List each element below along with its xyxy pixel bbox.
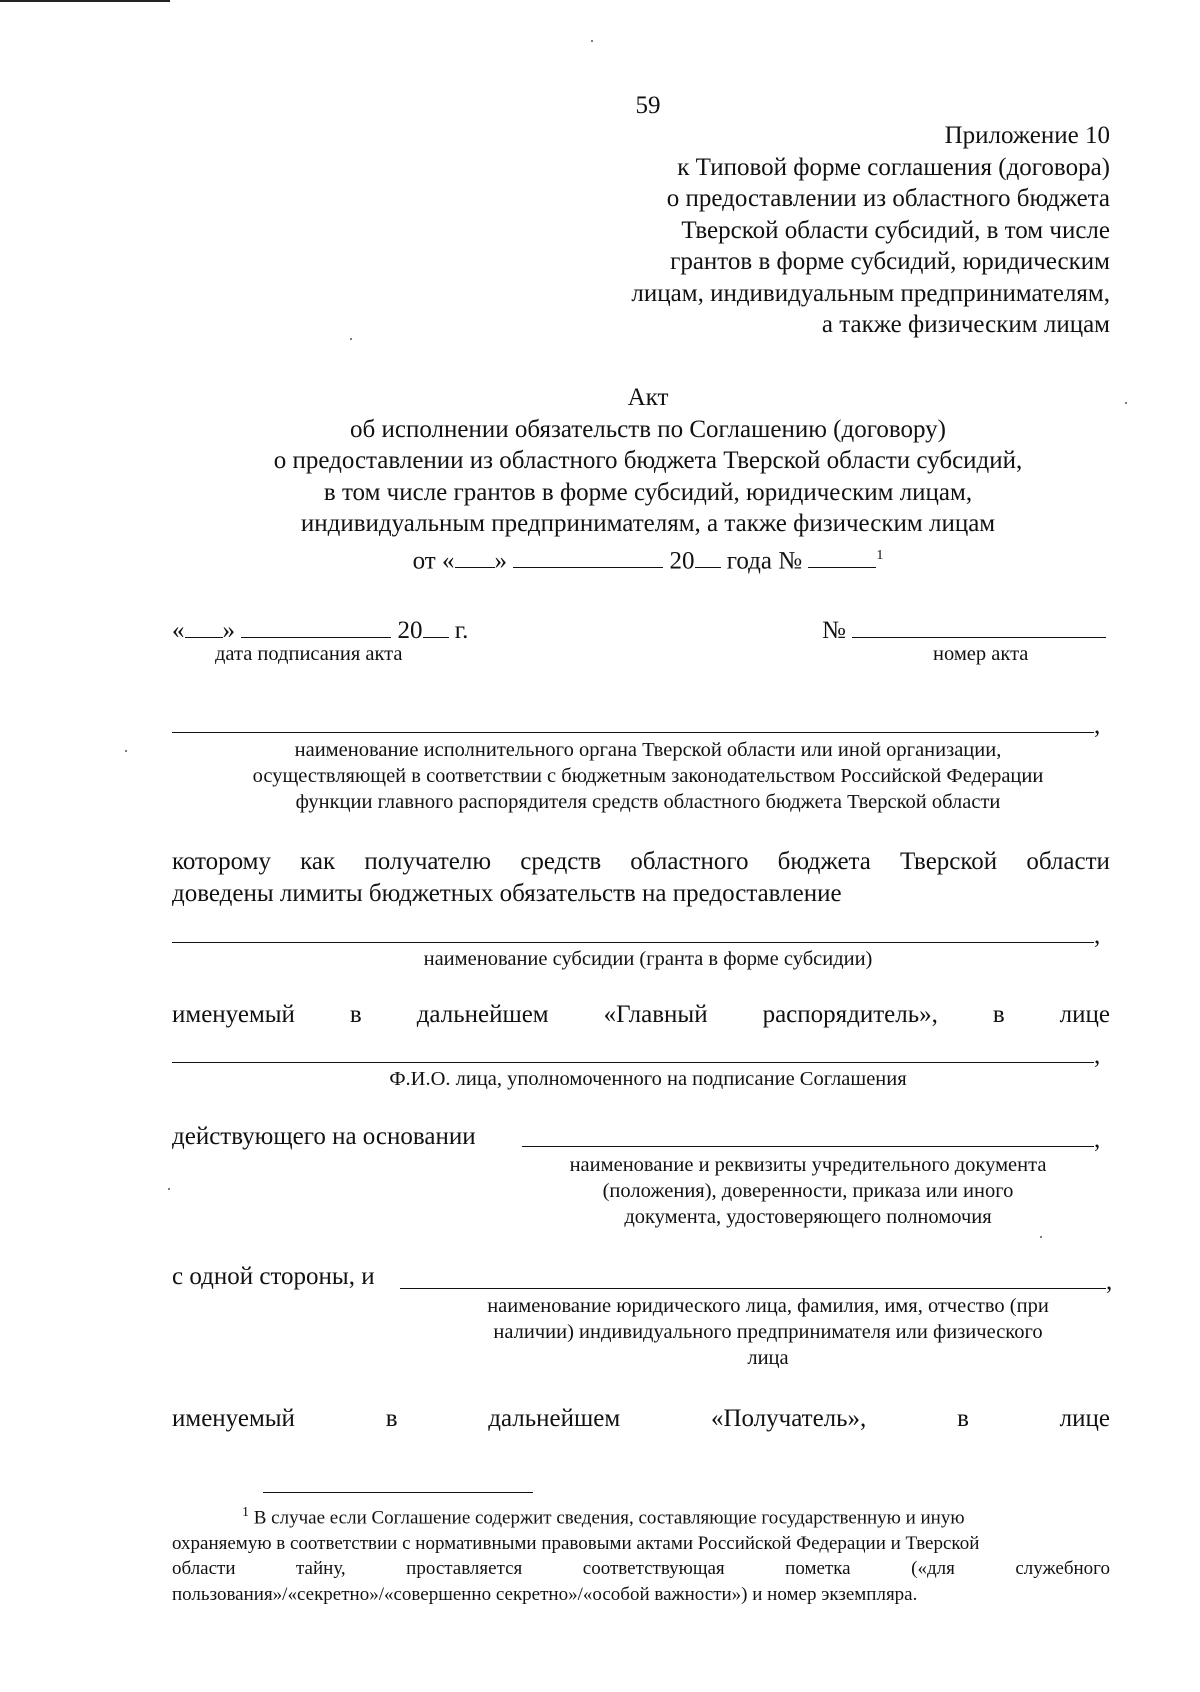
title-heading: Акт (627, 384, 669, 411)
act-number-input-blank[interactable] (852, 612, 1106, 638)
row-main-distributor: именуемый в дальнейшем «Главный распорядитель», в лице (172, 1001, 1110, 1028)
date-month-blank[interactable] (513, 542, 663, 568)
appendix-line: а также физическим лицам (821, 311, 1110, 338)
appendix-line: к Типовой форме соглашения (договора) (677, 153, 1110, 181)
title-line: в том числе грантов в форме субсидий, юридическим лицам, (323, 478, 973, 506)
recipient-name-caption: наименование юридического лица, фамилия, имя, отчество (при наличии) индивидуального предпринимателя или физического лица (487, 1295, 1049, 1369)
title-date-line: от « » 20 года № $^1$ (0, 540, 1200, 577)
document-title (0, 382, 1200, 576)
row-recipient: именуемый в дальнейшем «Получатель», в лице (172, 1405, 1110, 1432)
date-year-blank[interactable] (695, 542, 721, 568)
appendix-line: Приложение 10 (944, 122, 1110, 149)
signing-day-blank[interactable] (185, 612, 223, 638)
signing-year-blank[interactable] (423, 612, 449, 638)
act-number-field: № (822, 612, 1106, 645)
comma: , (1094, 922, 1101, 949)
appendix-line: лицам, индивидуальным предпринимателям, (631, 279, 1110, 307)
authorized-person-caption: Ф.И.О. лица, уполномоченного на подписание Соглашения (389, 1068, 907, 1090)
acting-basis-caption: наименование и реквизиты учредительного документа (положения), доверенности, приказа или иного документа, удостоверяющего полномочия (569, 1154, 1047, 1228)
scan-speck (168, 1188, 170, 1190)
subsidy-name-blank[interactable] (172, 942, 1094, 943)
footnote-separator (263, 1492, 533, 1493)
act-number-caption: номер акта (933, 643, 1029, 665)
signing-date-caption: дата подписания акта (215, 643, 403, 665)
scan-speck (350, 338, 352, 340)
act-signing-date: « » 20 г. (172, 612, 468, 645)
appendix-line: о предоставлении из областного бюджета (666, 185, 1110, 212)
comma: , (1094, 712, 1101, 739)
paragraph-recipient-line: которому как получателю средств областного бюджета Тверской области (172, 848, 1110, 875)
title-line: о предоставлении из областного бюджета Тверской области субсидий, (273, 447, 1023, 474)
footnote-reference: 1 (876, 547, 884, 563)
appendix-line: грантов в форме субсидий, юридическим (670, 248, 1110, 275)
footnote-marker: 1 (242, 1505, 249, 1520)
recipient-name-blank[interactable] (400, 1288, 1106, 1289)
comma: , (1094, 1042, 1101, 1069)
executive-body-caption: наименование исполнительного органа Тверской области или иной организации, осуществляющей в соответствии с бюджетным законодательством Российской Федерации функции главного распорядителя средств областного бюджета Тверской области (252, 739, 1044, 813)
authorized-person-blank[interactable] (172, 1062, 1094, 1063)
scan-speck (125, 750, 127, 752)
executive-body-blank[interactable] (172, 732, 1094, 733)
acting-basis-label: действующего на основании (172, 1123, 476, 1150)
scan-speck (591, 40, 593, 42)
title-line: индивидуальным предпринимателям, а также физическим лицам (300, 510, 996, 537)
scan-edge-mark (0, 0, 170, 2)
paragraph-limits-line: доведены лимиты бюджетных обязательств на предоставление (172, 880, 842, 907)
page-number: 59 (635, 92, 661, 119)
appendix-line: Тверской области субсидий, в том числе (681, 216, 1110, 244)
title-line: об исполнении обязательств по Соглашению (договору) (350, 415, 946, 443)
acting-basis-blank[interactable] (522, 1146, 1094, 1147)
one-side-label: с одной стороны, и (172, 1263, 375, 1290)
appendix-header (470, 120, 1110, 341)
scan-speck (1125, 402, 1127, 404)
comma: , (1106, 1268, 1113, 1295)
subsidy-name-caption: наименование субсидии (гранта в форме субсидии) (423, 948, 873, 970)
comma: , (1094, 1126, 1101, 1153)
scan-speck (1040, 1236, 1042, 1238)
date-day-blank[interactable] (455, 542, 495, 568)
act-number-blank[interactable] (808, 542, 876, 568)
footnote: $^1$ В случае если Соглашение содержит сведения, составляющие государственную и иную охраняемую в соответствии с нормативными правовыми актами Российской Федерации и Тверской области тайну, проставляется соответствующая пометка («для служебного пользования»/«секретно»/«совершенно секретно»/«особой важности») и номер экземпляра. (172, 1505, 1110, 1605)
signing-month-blank[interactable] (241, 612, 391, 638)
